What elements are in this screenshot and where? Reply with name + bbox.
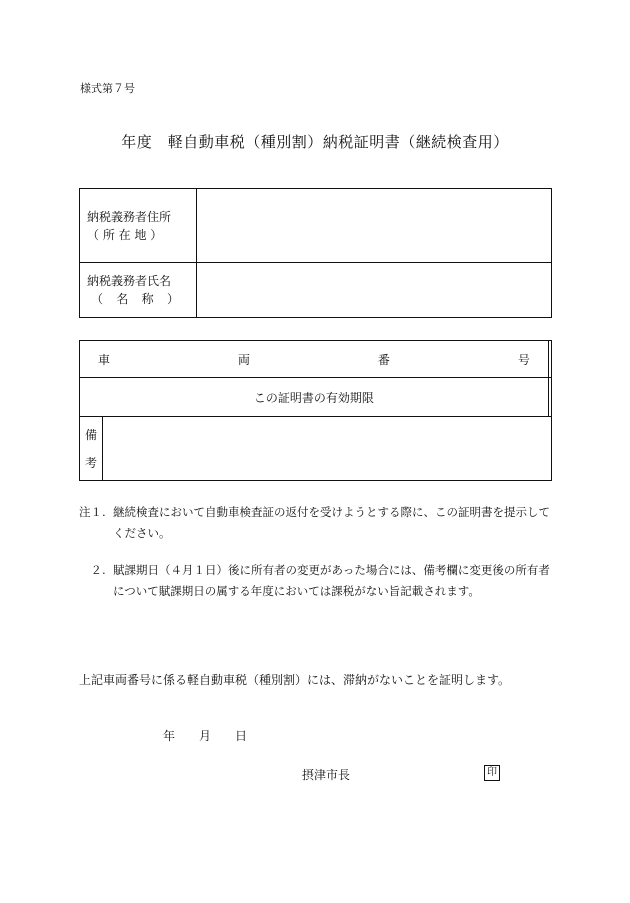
validity-field[interactable] xyxy=(548,378,551,417)
remarks-field[interactable] xyxy=(103,417,552,481)
remarks-label: 備 考 xyxy=(80,417,103,481)
address-field[interactable] xyxy=(197,189,552,263)
vehicle-number-field[interactable] xyxy=(548,341,551,378)
certification-text: 上記車両番号に係る軽自動車税（種別割）には、滞納がないことを証明します。 xyxy=(79,673,511,687)
validity-label: この証明書の有効期限 xyxy=(80,378,549,417)
name-label: 納税義務者氏名 （ 名 称 ） xyxy=(80,263,197,318)
notes xyxy=(79,502,554,602)
issuer: 摂津市長 xyxy=(302,768,351,782)
vehicle-number-label: 車 両 番 号 xyxy=(80,341,549,378)
note-1: 注１. 継続検査において自動車検査証の返付を受けようとする際に、この証明書を提示してください。 xyxy=(79,505,550,540)
note-2: ２. 賦課期日（４月１日）後に所有者の変更があった場合には、備考欄に変更後の所有者について賦課期日の属する年度においては課税がない旨記載されます。 xyxy=(79,563,550,598)
date-year: 年 xyxy=(163,729,176,743)
date-day: 日 xyxy=(235,729,248,743)
page-title: 年度 軽自動車税（種別割）納税証明書（継続検査用） xyxy=(121,133,509,151)
date-month: 月 xyxy=(199,729,212,743)
form-number: 様式第７号 xyxy=(80,82,135,95)
address-label: 納税義務者住所 （ 所 在 地 ） xyxy=(80,189,197,263)
vehicle-table xyxy=(79,340,552,481)
taxpayer-table xyxy=(79,188,552,318)
issue-date xyxy=(163,727,247,744)
seal-mark: 印 xyxy=(484,765,500,781)
name-field[interactable] xyxy=(197,263,552,318)
